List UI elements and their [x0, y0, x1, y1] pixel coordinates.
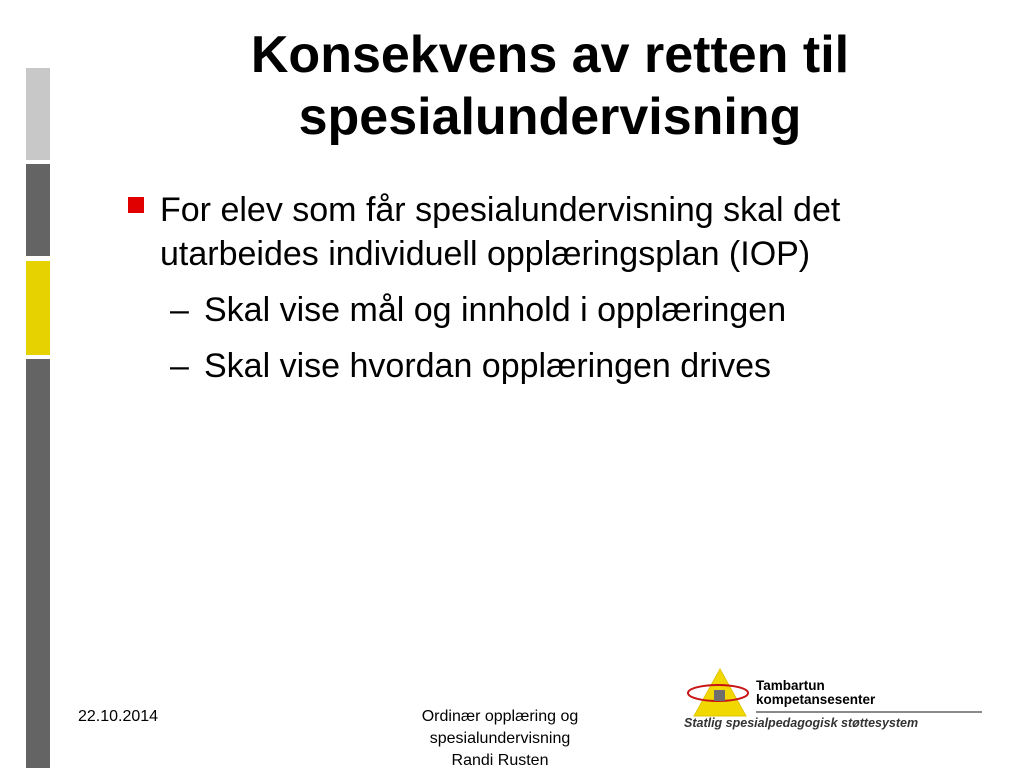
subbullet-item-2	[124, 344, 984, 388]
logo-name-line-1: Tambartun	[756, 678, 825, 693]
slide-title	[100, 24, 1000, 148]
footer-center-line-2: spesialundervisning	[429, 730, 571, 747]
sidebar-segment-light-gray	[26, 68, 50, 160]
tambartun-logo	[680, 664, 990, 754]
footer-center-line-3: Randi Rusten	[451, 752, 549, 769]
logo-divider	[756, 711, 982, 713]
footer-date: 22.10.2014	[78, 708, 159, 725]
red-square-bullet-icon	[128, 197, 144, 213]
logo-name	[756, 679, 875, 707]
subbullet-item-1	[124, 288, 984, 332]
sidebar-segment-yellow	[26, 261, 50, 355]
footer-center-text	[380, 706, 620, 772]
dash-bullet-icon: –	[170, 347, 189, 385]
logo-name-line-2: kompetansesenter	[756, 692, 876, 707]
footer-center-line-1: Ordinær opplæring og	[421, 708, 579, 725]
slide-body	[124, 188, 984, 388]
logo-tagline: Statlig spesialpedagogisk støttesystem	[684, 716, 919, 730]
sidebar-segment-dark-gray	[26, 164, 50, 256]
bullet-text-line-2: utarbeides individuell opplæringsplan (IOP)	[160, 235, 811, 273]
dash-bullet-icon: –	[170, 291, 189, 329]
slide-title-line-1: Konsekvens av retten til	[250, 26, 850, 84]
bullet-text-line-1: For elev som får spesialundervisning skal det	[160, 191, 841, 229]
subbullet-text: Skal vise mål og innhold i opplæringen	[204, 291, 787, 329]
sidebar-segment-dark-gray-bottom	[26, 359, 50, 768]
bullet-item	[124, 188, 984, 276]
subbullet-text: Skal vise hvordan opplæringen drives	[204, 347, 771, 385]
triangle-ellipse-logo-icon	[684, 666, 764, 722]
left-sidebar-bar	[26, 68, 50, 768]
slide-title-line-2: spesialundervisning	[298, 88, 802, 146]
